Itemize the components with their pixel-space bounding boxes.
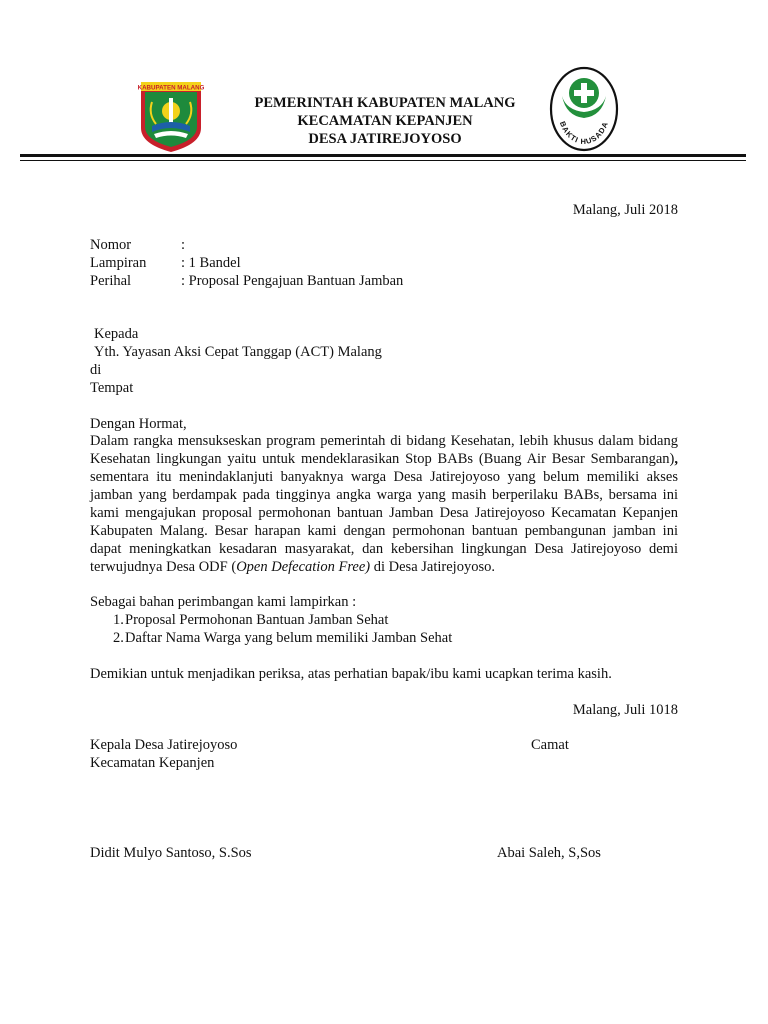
right-signatory-name: Abai Saleh, S,Sos [497,845,601,861]
paragraph-italic: Open Defecation Free) [236,559,371,575]
meta-label: Nomor [90,237,132,253]
list-text: Proposal Permohonan Bantuan Jamban Sehat [125,612,389,628]
meta-value: : 1 Bandel [181,255,241,271]
attachments-intro: Sebagai bahan perimbangan kami lampirkan : [90,594,357,610]
recipient-name: Yth. Yayasan Aksi Cepat Tanggap (ACT) Malang [94,344,382,360]
recipient-di: di [90,362,102,378]
list-number: 1. [113,612,124,628]
meta-row-nomor [90,236,403,254]
right-signatory-title: Camat [531,737,569,753]
logo-banner-text: KABUPATEN MALANG [138,84,204,92]
meta-value: : Proposal Pengajuan Bantuan Jamban [181,273,404,289]
signature-date: Malang, Juli 1018 [572,702,678,718]
body-paragraph [90,432,678,576]
letterhead-rule-thick [20,154,746,157]
meta-row-lampiran [90,254,403,272]
paragraph-text-2: sementara itu menindaklanjuti banyaknya warga Desa Jatirejoyoso yang belum memiliki akses jamban yang berdampak pada tingginya angka warga yang masih berperilaku BABs, bersama ini kami mengajukan proposal permohonan bantuan Jamban Desa Jatirejoyoso Kecamatan Kepanjen Kabupaten Malang. Besar harapan kami dengan permohonan bantuan pembangunan jamban ini dapat meningkatkan kesadaran masyarakat, dan kebersihan lingkungan Desa Jatirejoyoso demi terwujudnya Desa ODF ( [90,469,678,575]
meta-row-perihal [90,272,403,290]
attachment-item-1 [113,611,388,629]
meta-label: Perihal [90,273,132,289]
left-signatory-name: Didit Mulyo Santoso, S.Sos [90,845,252,861]
left-signatory-office: Kecamatan Kepanjen [90,755,215,771]
recipient-tempat: Tempat [90,380,134,396]
kabupaten-malang-logo [138,78,204,154]
logo-ring-text: BAKTI HUSADA [557,119,611,147]
paragraph-text-3: di Desa Jatirejoyoso. [370,559,495,575]
closing-sentence: Demikian untuk menjadikan periksa, atas perhatian bapak/ibu kami ucapkan terima kasih. [90,666,612,682]
letter-meta [90,236,403,290]
list-text: Daftar Nama Warga yang belum memiliki Jamban Sehat [125,630,453,646]
greeting: Dengan Hormat, [90,416,187,432]
list-number: 2. [113,630,124,646]
meta-label: Lampiran [90,255,147,271]
paragraph-comma: , [674,451,678,467]
meta-value: : [181,237,186,253]
letter-date: Malang, Juli 2018 [572,202,678,218]
bakti-husada-logo [548,66,620,152]
left-signatory-title: Kepala Desa Jatirejoyoso [90,737,238,753]
letterhead-rule-thin [20,160,746,161]
header-line-3: DESA JATIREJOYOSO [308,131,462,147]
header-line-2: KECAMATAN KEPANJEN [297,113,473,129]
attachment-item-2 [113,629,452,647]
recipient-kepada: Kepada [94,326,139,342]
paragraph-text-1: Dalam rangka mensukseskan program pemerintah di bidang Kesehatan, lebih khusus dalam bidang Kesehatan lingkungan yaitu untuk mendeklarasikan Stop BABs (Buang Air Besar Sembarangan) [90,433,678,467]
header-line-1: PEMERINTAH KABUPATEN MALANG [254,95,516,111]
